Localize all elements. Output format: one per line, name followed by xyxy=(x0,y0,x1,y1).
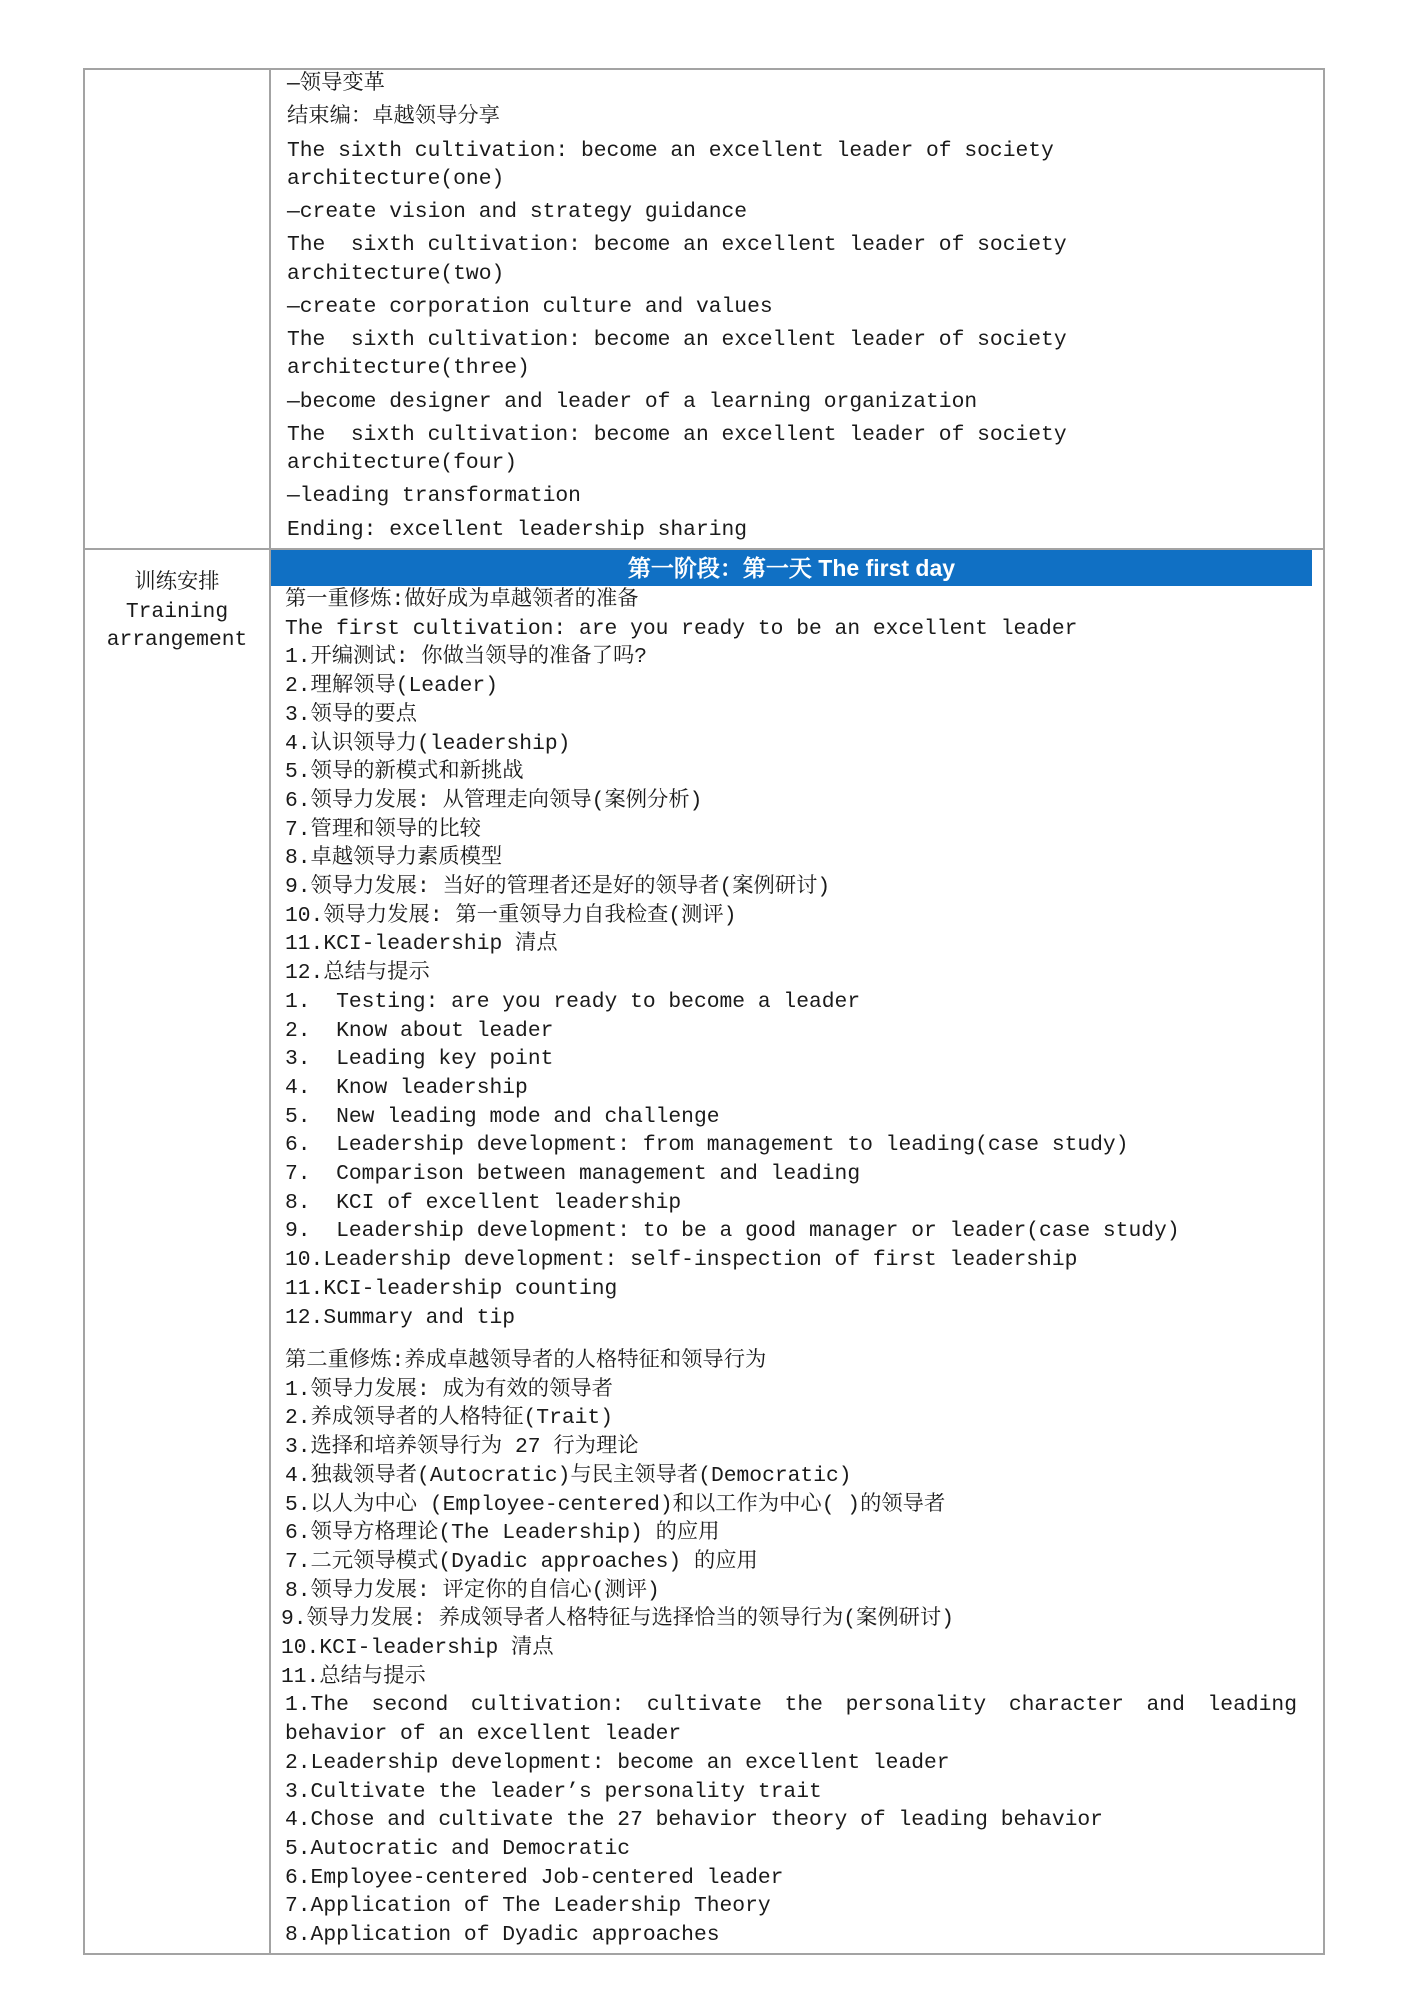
list-item: 1.开编测试: 你做当领导的准备了吗? xyxy=(285,645,648,670)
list-item: 11.KCI-leadership counting xyxy=(285,1276,618,1301)
paragraph xyxy=(287,198,1307,226)
paragraph xyxy=(287,326,1307,382)
training-arrangement-label xyxy=(85,569,269,655)
list-item: 2.养成领导者的人格特征(Trait) xyxy=(285,1406,613,1431)
list-item: 3.选择和培养领导行为 27 行为理论 xyxy=(285,1435,639,1460)
list-item: 4. Know leadership xyxy=(285,1075,528,1100)
cultivation-title: 第一重修炼:做好成为卓越领者的准备 xyxy=(285,588,639,612)
text-line: architecture(four) xyxy=(287,451,518,476)
list-item: 3. Leading key point xyxy=(285,1047,554,1072)
text-line: Ending: excellent leadership sharing xyxy=(287,517,748,542)
paragraph xyxy=(287,516,1307,544)
list-item: 1. Testing: are you ready to become a leader xyxy=(285,989,861,1014)
list-item: 12.总结与提示 xyxy=(285,961,430,986)
list-item: 11.KCI-leadership 清点 xyxy=(285,932,558,957)
list-item: 1.领导力发展: 成为有效的领导者 xyxy=(285,1377,613,1402)
list-item: 2.理解领导(Leader) xyxy=(285,674,498,699)
list-item: 11.总结与提示 xyxy=(281,1664,426,1689)
list-item: 5.以人为中心 (Employee-centered)和以工作为中心( )的领导者 xyxy=(285,1492,946,1517)
list-item: 5. New leading mode and challenge xyxy=(285,1104,720,1129)
text-line: The sixth cultivation: become an excellent leader of society xyxy=(287,233,1067,258)
label-zh: 训练安排 xyxy=(134,571,220,595)
text-line: —领导变革 xyxy=(287,72,385,96)
list-item: 8.Application of Dyadic approaches xyxy=(285,1923,720,1948)
list-item: 2.Leadership development: become an excellent leader xyxy=(285,1750,950,1775)
text-line: —create vision and strategy guidance xyxy=(287,200,748,225)
list-item: 7.二元领导模式(Dyadic approaches) 的应用 xyxy=(285,1549,758,1574)
column-divider xyxy=(269,68,271,1955)
list-item: 9. Leadership development: to be a good manager or leader(case study) xyxy=(285,1219,1180,1244)
list-item: 6. Leadership development: from management to leading(case study) xyxy=(285,1133,1129,1158)
list-item: 7. Comparison between management and leading xyxy=(285,1162,861,1187)
row1-label-cell xyxy=(85,70,269,548)
list-item: 7.Application of The Leadership Theory xyxy=(285,1894,771,1919)
list-item: 10.Leadership development: self-inspection of first leadership xyxy=(285,1248,1078,1273)
paragraph xyxy=(287,231,1307,287)
list-item: 8.卓越领导力素质模型 xyxy=(285,846,503,871)
list-item: 3.Cultivate the leader’s personality trait xyxy=(285,1779,822,1804)
list-item: 7.管理和领导的比较 xyxy=(285,817,481,842)
list-item: 4.Chose and cultivate the 27 behavior theory of leading behavior xyxy=(285,1808,1103,1833)
paragraph xyxy=(287,70,1307,98)
list-item: 6.领导力发展: 从管理走向领导(案例分析) xyxy=(285,788,703,813)
list-item: 5.Autocratic and Democratic xyxy=(285,1836,631,1861)
second-cultivation-block xyxy=(281,1347,1297,1950)
text-line: 结束编：卓越领导分享 xyxy=(287,105,500,130)
first-cultivation-block xyxy=(285,586,1297,1332)
list-item: 2. Know about leader xyxy=(285,1018,554,1043)
list-item: 12.Summary and tip xyxy=(285,1305,516,1330)
text-line: —become designer and leader of a learning organization xyxy=(287,389,978,414)
text-line: The sixth cultivation: become an excellent leader of society xyxy=(287,328,1067,353)
label-en-line2: arrangement xyxy=(106,628,248,652)
text-line: architecture(three) xyxy=(287,356,530,381)
list-item: 1.The second cultivation: cultivate the personality character and leading xyxy=(285,1693,1297,1718)
cultivation-title-en: The first cultivation: are you ready to be an excellent leader xyxy=(285,616,1078,641)
list-item: 9.领导力发展: 养成领导者人格特征与选择恰当的领导行为(案例研讨) xyxy=(281,1607,954,1632)
list-item: 4.独裁领导者(Autocratic)与民主领导者(Democratic) xyxy=(285,1463,852,1488)
list-item: 10.KCI-leadership 清点 xyxy=(281,1636,554,1661)
list-item: 9.领导力发展: 当好的管理者还是好的领导者(案例研讨) xyxy=(285,875,831,900)
cultivation-title: 第二重修炼:养成卓越领导者的人格特征和领导行为 xyxy=(285,1349,767,1373)
paragraph xyxy=(287,103,1307,131)
list-item: 5.领导的新模式和新挑战 xyxy=(285,760,524,785)
paragraph xyxy=(287,388,1307,416)
list-item: 6.Employee-centered Job-centered leader xyxy=(285,1865,784,1890)
list-item: 6.领导方格理论(The Leadership) 的应用 xyxy=(285,1521,720,1546)
paragraph xyxy=(287,421,1307,477)
paragraph xyxy=(287,482,1307,510)
text-line: The sixth cultivation: become an excellent leader of society xyxy=(287,422,1067,447)
list-item: 4.认识领导力(leadership) xyxy=(285,731,571,756)
text-line: architecture(two) xyxy=(287,261,505,286)
stage-header-bar: 第一阶段：第一天 The first day xyxy=(271,550,1312,586)
text-line: The sixth cultivation: become an excellent leader of society xyxy=(287,138,1054,163)
list-item: 8.领导力发展: 评定你的自信心(测评) xyxy=(285,1578,660,1603)
row1-content-cell xyxy=(287,70,1307,549)
label-en-line1: Training xyxy=(125,599,229,624)
paragraph xyxy=(287,137,1307,193)
paragraph xyxy=(287,293,1307,321)
text-line: architecture(one) xyxy=(287,166,505,191)
list-item: 8. KCI of excellent leadership xyxy=(285,1190,682,1215)
list-item: 10.领导力发展: 第一重领导力自我检查(测评) xyxy=(285,903,737,928)
text-line: —create corporation culture and values xyxy=(287,294,773,319)
list-item: 3.领导的要点 xyxy=(285,702,418,727)
text-line: —leading transformation xyxy=(287,484,581,509)
list-item-continuation: behavior of an excellent leader xyxy=(285,1722,682,1747)
